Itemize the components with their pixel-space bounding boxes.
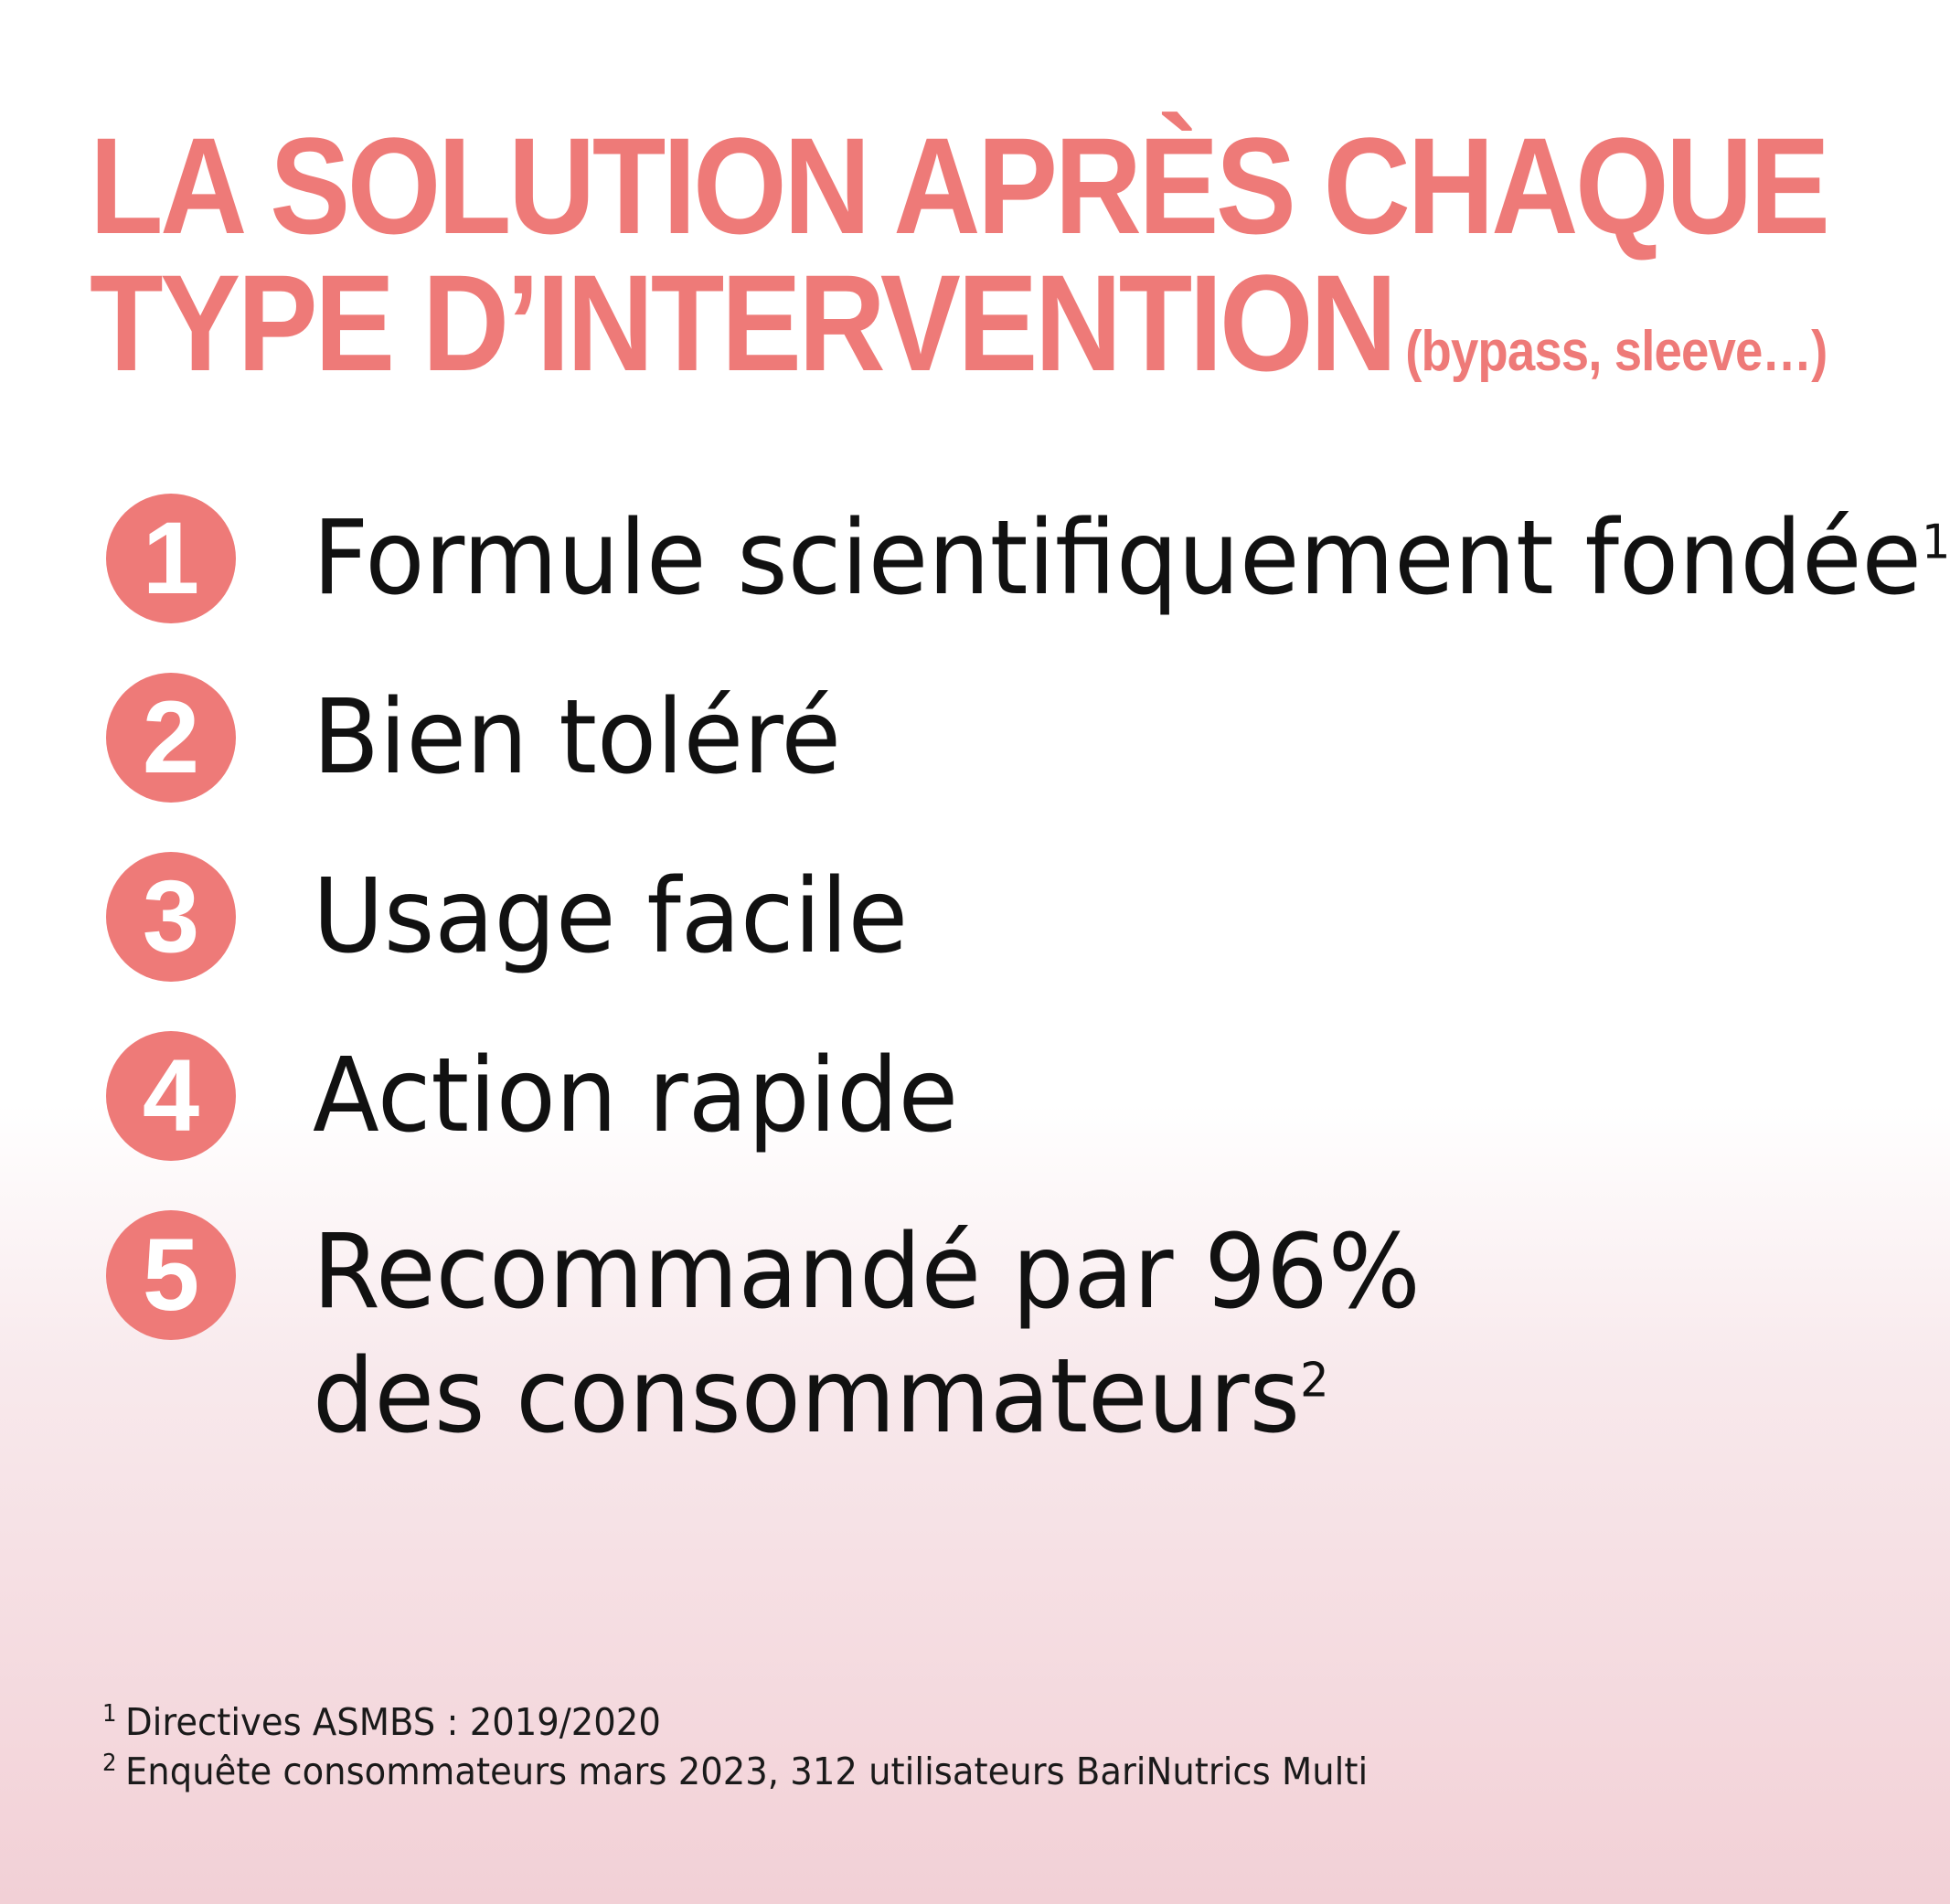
benefit-text-2: Bien toléré (313, 678, 841, 797)
headline-subtitle: (bypass, sleeve…) (1405, 320, 1827, 383)
footnote-1-text: Directives ASMBS : 2019/2020 (124, 1700, 661, 1744)
footnotes (102, 1697, 1368, 1796)
number-badge-2: 2 (106, 673, 236, 803)
number-badge-4: 4 (106, 1031, 236, 1161)
headline-line-1: LA SOLUTION APRÈS CHAQUE (90, 109, 1827, 262)
number-badge-5: 5 (106, 1210, 236, 1340)
footnote-1-mark: 1 (102, 1700, 117, 1728)
footnote-2-text: Enquête consommateurs mars 2023, 312 utilisateurs BariNutrics Multi (124, 1750, 1369, 1793)
headline (90, 109, 1827, 420)
number-badge-3: 3 (106, 852, 236, 982)
benefit-text-4: Action rapide (313, 1037, 959, 1155)
headline-line-2-text: TYPE D’INTERVENTION (90, 246, 1394, 399)
footnote-ref-2: 2 (1300, 1353, 1329, 1409)
number-badge-1: 1 (106, 494, 236, 623)
benefit-text-5 (313, 1210, 1529, 1459)
benefit-text-1-label: Formule scientifiquement fondée (313, 499, 1922, 618)
footnote-2 (102, 1747, 1368, 1796)
headline-line-2 (90, 246, 1827, 420)
footnote-1 (102, 1697, 1368, 1747)
benefit-text-1 (313, 494, 1950, 623)
footnote-2-mark: 2 (102, 1750, 117, 1778)
benefit-text-3: Usage facile (313, 857, 909, 976)
benefit-text-5-label: Recommandé par 96% des consommateurs (313, 1213, 1421, 1456)
footnote-ref-1: 1 (1921, 515, 1950, 570)
